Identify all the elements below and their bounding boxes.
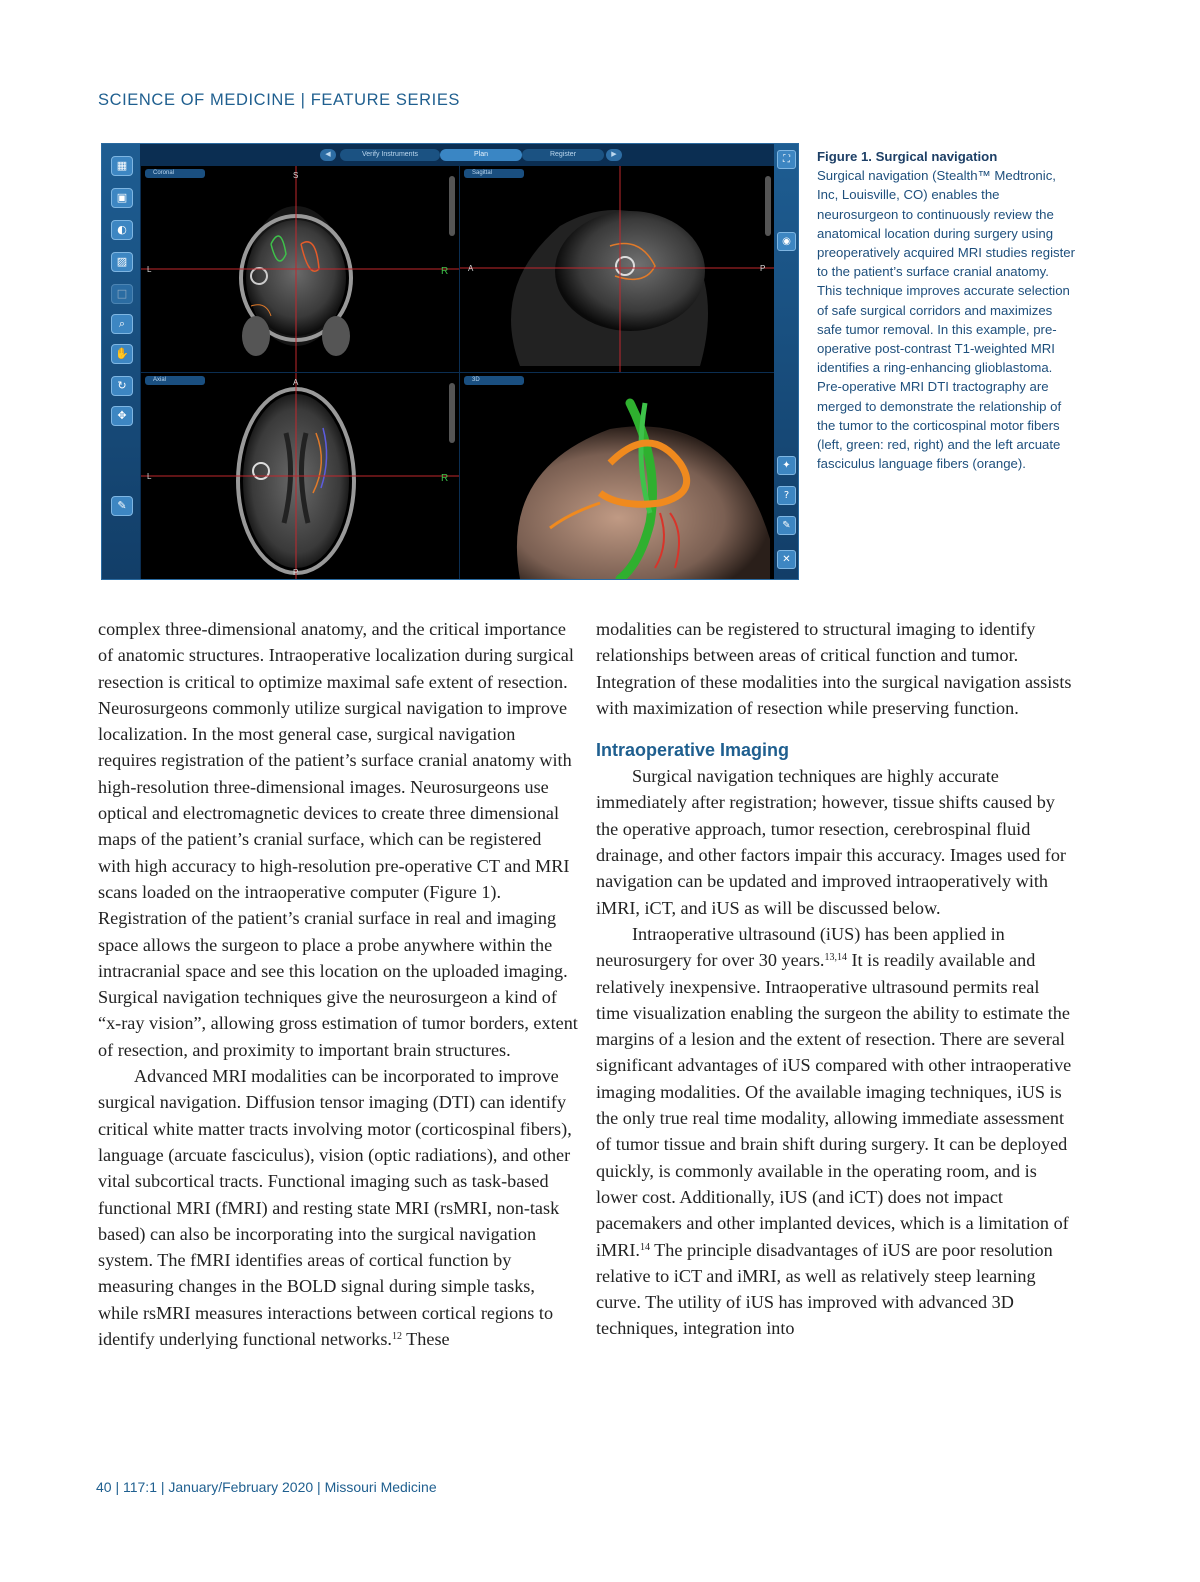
citation-13-14: 13,14	[824, 952, 847, 964]
marker-anterior: A	[468, 264, 474, 273]
right-paragraph-3b: It is readily available and relatively inexpensive. Intraoperative ultrasound permits real time visualization enabling the surgeon the ability to estimate the margins of a lesion and the extent of resection. There are several significant advantages of iUS compared with other intraoperative imaging modalities. Of the available imaging techniques, iUS is the only true real time modality, allowing immediate assessment of tumor tissue and brain shift during surgery. It can be deployed quickly, is commonly available in the operating room, and is lower cost. Additionally, iUS (and iCT) does not impact pacemakers and other implanted devices, which is a limitation of iMRI.	[596, 950, 1072, 1260]
marker-posterior-axial: P	[293, 568, 299, 577]
tractography-3d-panel[interactable]	[460, 373, 775, 579]
left-paragraph-1: complex three-dimensional anatomy, and the critical importance of anatomic structures. Intraoperative localization during surgical resection is critical to optimize maximal safe extent of resection. Neurosurgeons commonly utilize surgical navigation to improve localization. In the most general case, surgical navigation requires registration of the patient’s surface cranial anatomy with high-resolution three-dimensional images. Neurosurgeons use optical and electromagnetic devices to create three dimensional maps of the patient’s cranial surface, which can be registered with high accuracy to high-resolution pre-operative CT and MRI scans loaded on the intraoperative computer (Figure 1). Registration of the patient’s cranial surface in real and imaging space allows the surgeon to place a probe anywhere within the intracranial space and see this location on the uploaded imaging. Surgical navigation techniques give the neurosurgeon a kind of “x-ray vision”, allowing gross estimation of tumor borders, extent of resection, and proximity to important brain structures.	[98, 619, 578, 1060]
right-toolbar	[774, 144, 798, 579]
panel-label-sagittal: Sagittal	[464, 169, 524, 178]
figure-caption	[817, 147, 1077, 473]
tractography-3d-image	[460, 373, 775, 579]
left-paragraph-2-tail: These	[401, 1329, 450, 1350]
camera-icon[interactable]: ✦	[777, 456, 796, 475]
right-paragraph-1: modalities can be registered to structural imaging to identify relationships between areas of critical function and tumor. Integration of these modalities into the surgical navigation assists with maximization of resection while preserving function.	[596, 619, 1072, 718]
marker-posterior: P	[760, 264, 766, 273]
left-paragraph-2	[98, 1063, 578, 1352]
caption-title: Figure 1. Surgical navigation	[817, 149, 998, 164]
blend-icon[interactable]: ▨	[111, 252, 133, 272]
marker-anterior-axial: A	[293, 378, 299, 387]
adjust-icon[interactable]: ◐	[111, 220, 133, 240]
snapshot-icon[interactable]: ◉	[777, 232, 796, 251]
tab-plan[interactable]: Plan	[440, 149, 522, 161]
right-paragraph-3	[596, 921, 1074, 1342]
tab-verify[interactable]: Verify Instruments	[340, 149, 440, 161]
left-paragraph-2-text: Advanced MRI modalities can be incorporated to improve surgical navigation. Diffusion tensor imaging (DTI) can identify critical white matter tracts involving motor (corticospinal fibers), language (arcuate fasciculus), vision (optic radiations), and other vital subcortical tracts. Functional imaging such as task-based functional MRI (fMRI) and resting state MRI (rsMRI, non-task based) can also be incorporating into the surgical navigation system. The fMRI identifies areas of cortical function by measuring changes in the BOLD signal during simple tasks, while rsMRI measures interactions between cortical regions to identify underlying functional networks.	[98, 1066, 572, 1350]
coronal-panel[interactable]	[141, 166, 459, 372]
sagittal-panel[interactable]	[460, 166, 775, 372]
caption-body: Surgical navigation (Stealth™ Medtronic, Inc, Louisville, CO) enables the neurosurgeon to continuously review the anatomical location during surgery using preoperatively acquired MRI studies register to the patient’s surface cranial anatomy. This technique improves accurate selection of safe surgical corridors and maximizes safe tumor removal. In this example, pre-operative post-contrast T1-weighted MRI identifies a ring-enhancing glioblastoma. Pre-operative MRI DTI tractography are merged to demonstrate the relationship of the tumor to the corticospinal motor fibers (left, green: red, right) and the left arcuate fasciculus language fibers (orange).	[817, 168, 1076, 472]
citation-12: 12	[391, 1331, 402, 1343]
coronal-slider[interactable]	[449, 176, 455, 236]
rotate-icon[interactable]: ↻	[111, 376, 133, 396]
images-icon[interactable]: ▣	[111, 188, 133, 208]
marker-left-axial: L	[147, 472, 152, 481]
citation-14: 14	[639, 1241, 650, 1253]
sagittal-slider[interactable]	[765, 176, 771, 236]
sagittal-mri-image	[460, 166, 775, 372]
axial-mri-image	[141, 373, 459, 579]
marker-superior: S	[293, 171, 299, 180]
panel-label-coronal: Coronal	[145, 169, 205, 178]
axial-panel[interactable]	[141, 373, 459, 579]
exit-icon[interactable]: ✕	[777, 550, 796, 569]
help-icon[interactable]: ?	[777, 486, 796, 505]
section-heading-intraoperative-imaging: Intraoperative Imaging	[596, 740, 790, 761]
left-toolbar	[102, 144, 140, 579]
right-paragraph-3c: The principle disadvantages of iUS are poor resolution relative to iCT and iMRI, as well as relatively steep learning curve. The utility of iUS has improved with advanced 3D techniques, integration into	[596, 1239, 1053, 1339]
section-header: SCIENCE OF MEDICINE | FEATURE SERIES	[98, 91, 461, 109]
next-arrow-icon[interactable]: ▶	[606, 149, 622, 161]
layouts-icon[interactable]: ▦	[111, 156, 133, 176]
right-paragraph-2: Surgical navigation techniques are highly accurate immediately after registration; however, tissue shifts caused by the operative approach, tumor resection, cerebrospinal fluid drainage, and other factors impair this accuracy. Images used for navigation can be updated and improved intraoperatively with iMRI, iCT, and iUS as will be discussed below.	[596, 766, 1066, 918]
panel-label-axial: Axial	[145, 376, 205, 385]
left-column	[98, 616, 578, 1352]
right-column	[596, 616, 1074, 1342]
axial-slider[interactable]	[449, 383, 455, 443]
panel-label-3d: 3D	[464, 376, 524, 385]
zoom-icon[interactable]: ⌕	[111, 314, 133, 334]
navigation-figure	[101, 143, 799, 580]
workflow-tabs	[140, 148, 776, 162]
coronal-mri-image	[141, 166, 459, 372]
window-icon[interactable]: □	[111, 284, 133, 304]
marker-left: L	[147, 265, 152, 274]
move-icon[interactable]: ✋	[111, 344, 133, 364]
settings-icon[interactable]: ✎	[777, 516, 796, 535]
right-paragraph-3a: Intraoperative ultrasound (iUS) has been applied in neurosurgery for over 30 years.	[596, 923, 1005, 971]
rescale-icon[interactable]: ✥	[111, 406, 133, 426]
prev-arrow-icon[interactable]: ◀	[320, 149, 336, 161]
fullscreen-icon[interactable]: ⛶	[777, 150, 796, 169]
marker-right-axial: R	[441, 473, 449, 484]
measure-icon[interactable]: ✎	[111, 496, 133, 516]
marker-right: R	[441, 266, 449, 277]
page-footer: 40 | 117:1 | January/February 2020 | Missouri Medicine	[96, 1479, 437, 1495]
tab-register[interactable]: Register	[522, 149, 604, 161]
